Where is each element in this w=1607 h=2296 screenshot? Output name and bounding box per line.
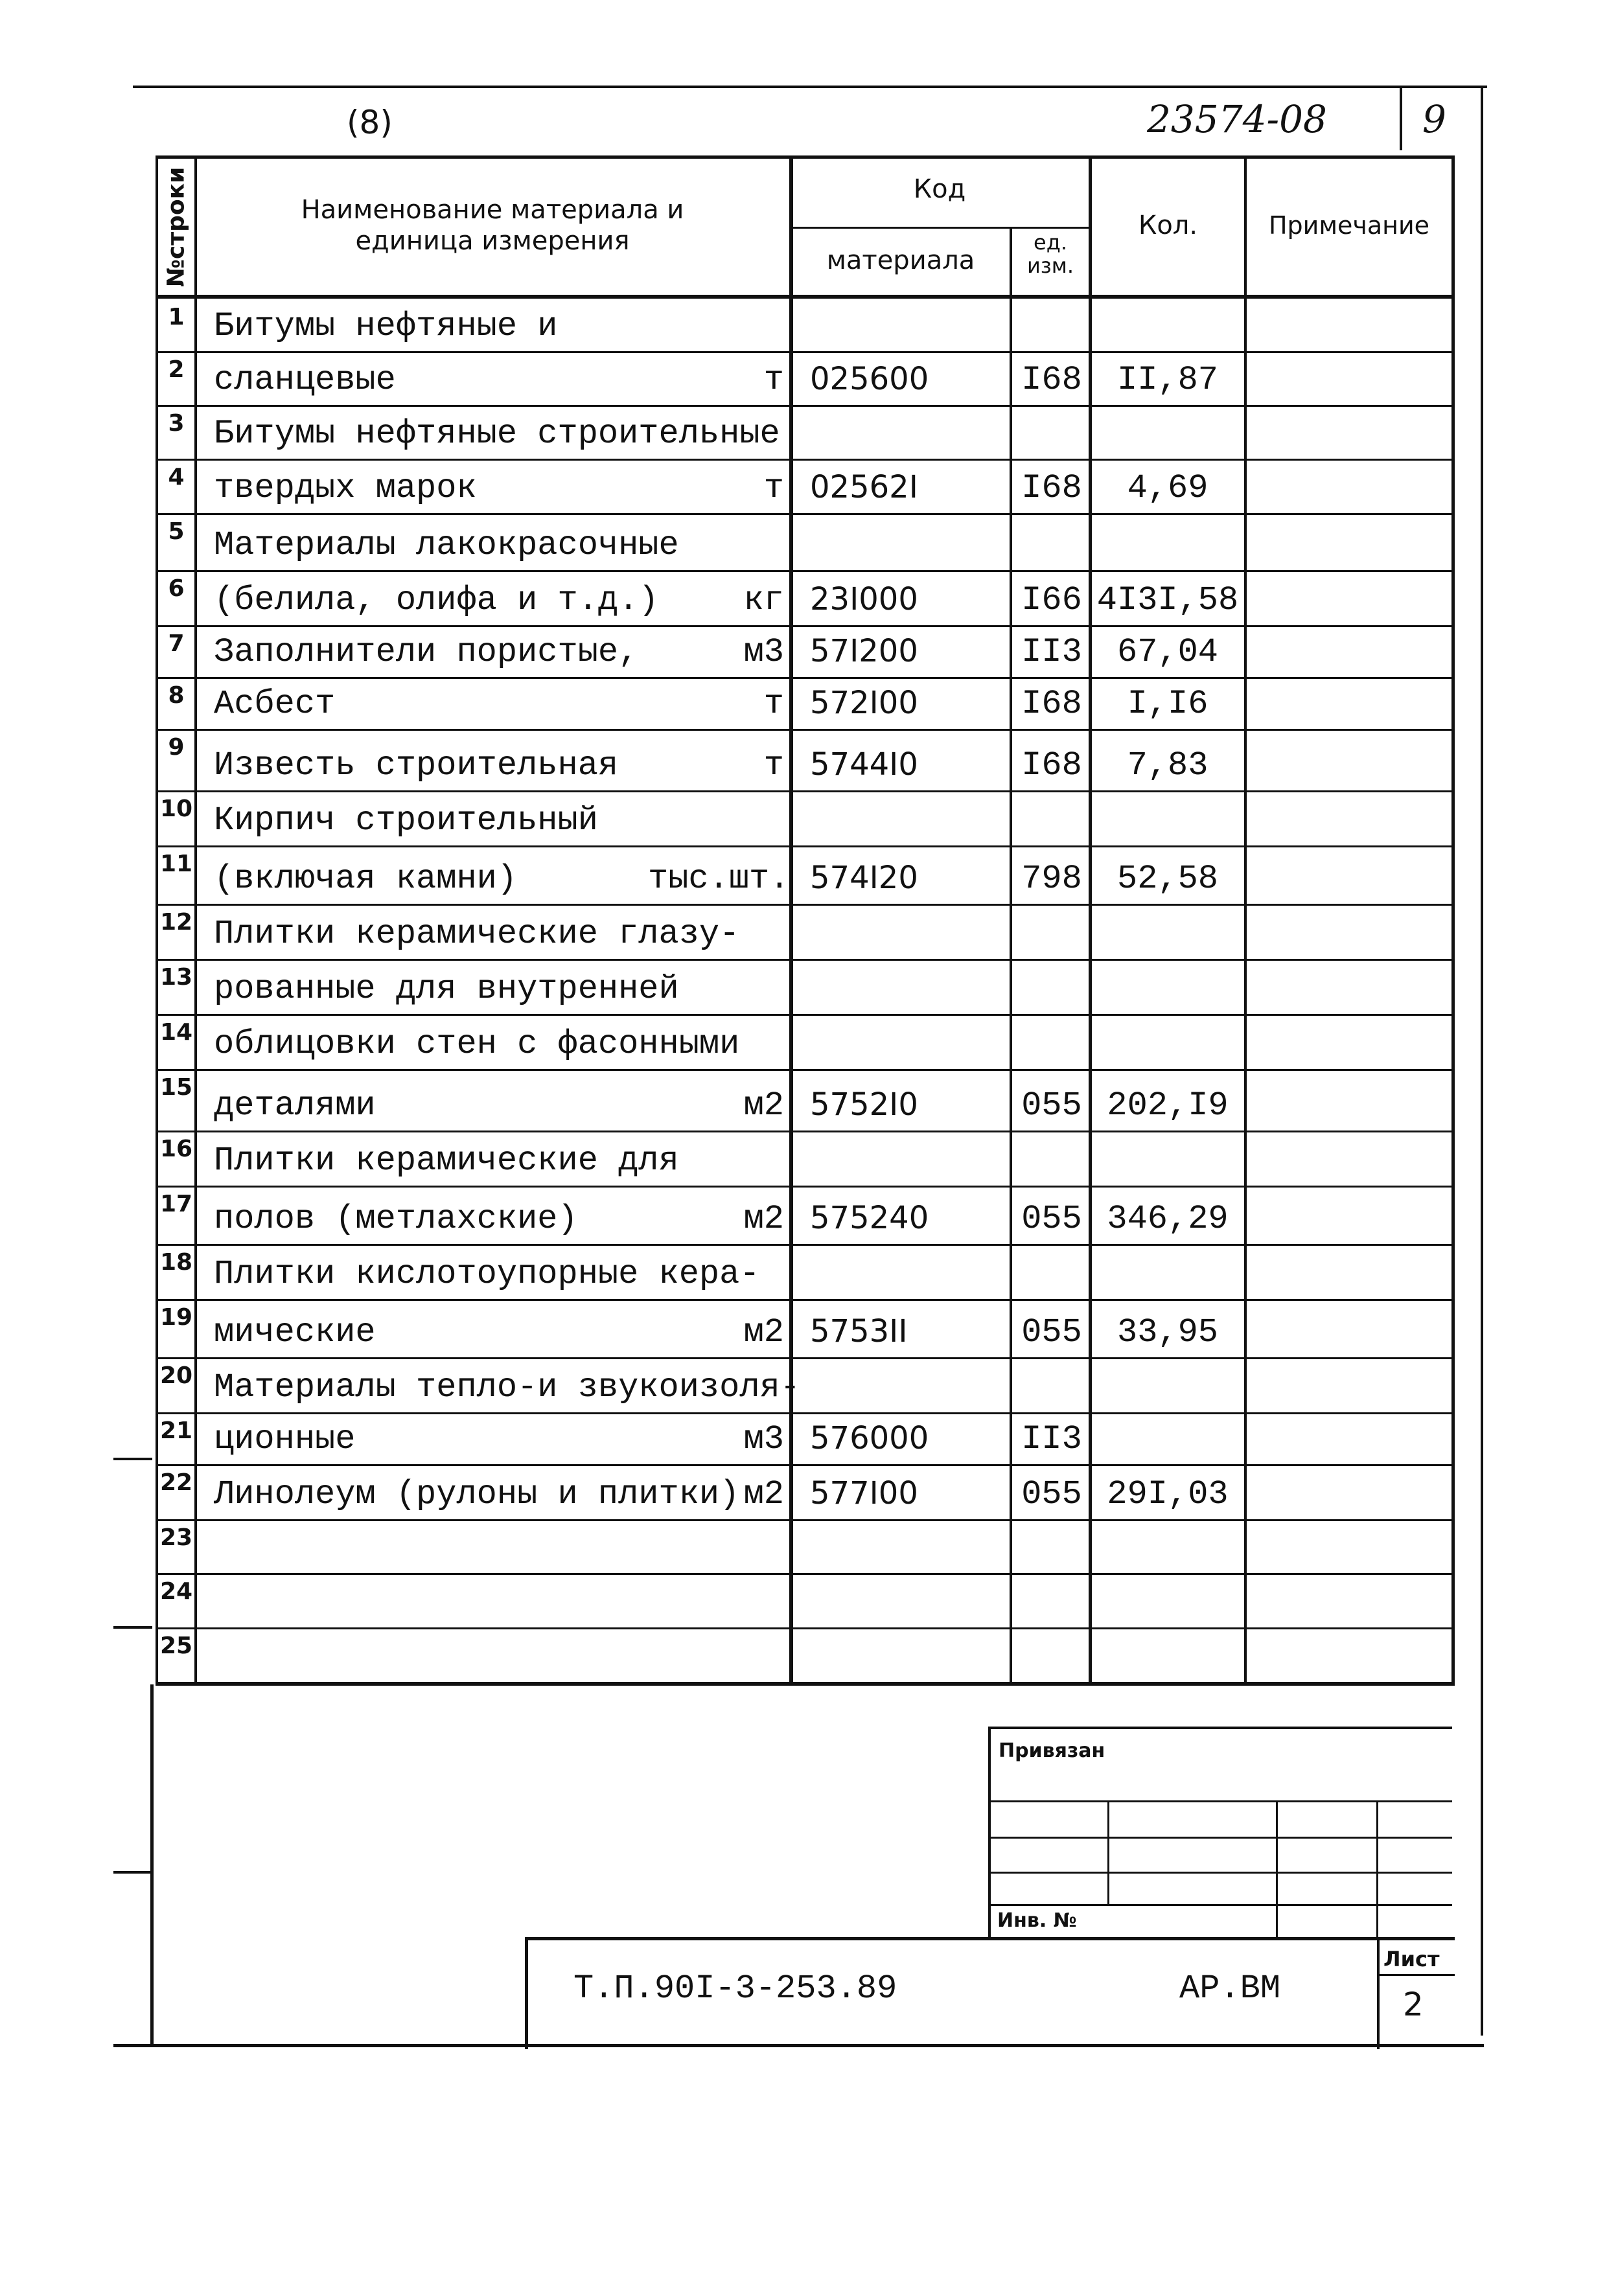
row-number: 19 <box>159 1304 193 1331</box>
unit-code: 055 <box>1021 1200 1082 1238</box>
quantity: 7,83 <box>1127 746 1208 785</box>
unit-code: 798 <box>1021 860 1082 898</box>
material-name: полов (метлахские) <box>214 1200 578 1238</box>
material-name: Плитки кислотоупорные кера- <box>214 1255 760 1293</box>
row-separator <box>156 1573 1455 1575</box>
quantity: 202,I9 <box>1107 1086 1229 1125</box>
material-code: 577I00 <box>810 1475 918 1511</box>
right-table-border <box>1451 155 1455 1684</box>
material-name: Линолеум (рулоны и плитки) <box>214 1475 740 1513</box>
unit-code: 055 <box>1021 1313 1082 1351</box>
material-name: (включая камни) <box>214 860 518 898</box>
row-number: 15 <box>159 1074 193 1101</box>
material-code: 02562I <box>810 469 918 505</box>
unit-of-measure: м2 <box>743 1475 784 1513</box>
material-code: 025600 <box>810 361 929 397</box>
unit-code: II3 <box>1021 633 1082 671</box>
note-header: Примечание <box>1268 211 1430 240</box>
document-number: 23574-08 <box>1147 97 1327 141</box>
quantity: 4I3I,58 <box>1096 581 1239 619</box>
quantity: 29I,03 <box>1107 1475 1229 1513</box>
row-number: 25 <box>159 1633 193 1659</box>
row-number: 3 <box>168 410 185 437</box>
quantity: I,I6 <box>1127 685 1208 723</box>
row-number: 8 <box>168 682 185 709</box>
row-number: 13 <box>159 964 193 991</box>
material-code: 5753II <box>810 1313 908 1349</box>
row-number: 18 <box>159 1249 193 1276</box>
row-number: 7 <box>168 630 185 657</box>
row-separator <box>156 1186 1455 1188</box>
unit-code: I68 <box>1021 361 1082 399</box>
unit-code: I68 <box>1021 469 1082 507</box>
row-number: 9 <box>168 734 185 761</box>
material-code: 576000 <box>810 1420 929 1456</box>
unit-of-measure: т <box>763 469 784 507</box>
row-number: 22 <box>159 1469 193 1496</box>
row-number: 2 <box>168 356 185 383</box>
sheet-corner-number: 9 <box>1422 97 1446 141</box>
quantity: II,87 <box>1116 361 1219 399</box>
material-code: 57I200 <box>810 633 918 669</box>
section-code: АР.ВМ <box>1179 1969 1281 2008</box>
header-top-line <box>156 155 1455 159</box>
row-number: 14 <box>159 1019 193 1046</box>
code-header: Код <box>913 174 966 204</box>
row-number: 24 <box>159 1578 193 1605</box>
title-block <box>525 1937 1455 2049</box>
row-separator <box>156 729 1455 731</box>
row-separator <box>156 570 1455 572</box>
material-name: Асбест <box>214 685 336 723</box>
qty-divider <box>1244 155 1247 1684</box>
unit-of-measure: т <box>763 361 784 399</box>
row-number: 10 <box>159 796 193 822</box>
unit-code: 055 <box>1021 1475 1082 1513</box>
unit-of-measure: тыс.шт. <box>648 860 790 898</box>
row-separator <box>156 904 1455 906</box>
attached-label: Привязан <box>999 1739 1105 1762</box>
unit-code: I66 <box>1021 581 1082 619</box>
name-divider <box>789 155 793 1684</box>
row-separator <box>156 677 1455 679</box>
row-number: 20 <box>159 1362 193 1389</box>
row-number: 16 <box>159 1136 193 1162</box>
name-header: Наименование материала и единица измерения <box>301 195 684 256</box>
row-separator <box>156 1299 1455 1301</box>
margin-tick-1 <box>113 1458 152 1460</box>
attached-stamp <box>988 1727 1452 1940</box>
margin-tick-2 <box>113 1626 152 1629</box>
rownum-divider <box>194 155 197 1684</box>
row-separator <box>156 625 1455 627</box>
row-separator <box>156 405 1455 407</box>
row-separator <box>156 459 1455 461</box>
material-name: сланцевые <box>214 361 396 399</box>
unit-code: II3 <box>1021 1420 1082 1458</box>
quantity: 52,58 <box>1116 860 1219 898</box>
row-number: 4 <box>168 464 185 490</box>
code-unit-header: ед. изм. <box>1026 230 1074 278</box>
material-name: рованные для внутренней <box>214 970 679 1008</box>
row-separator <box>156 1014 1455 1016</box>
row-separator <box>156 1131 1455 1132</box>
row-separator <box>156 351 1455 353</box>
material-name: Известь строительная <box>214 746 619 785</box>
document-designation: Т.П.90I-3-253.89 <box>573 1969 897 2008</box>
qty-header: Кол. <box>1138 211 1198 240</box>
material-code: 574I20 <box>810 860 918 896</box>
material-name: Плитки керамические для <box>214 1142 679 1180</box>
quantity: 346,29 <box>1107 1200 1229 1238</box>
code-subheader-line <box>791 227 1089 229</box>
row-separator <box>156 959 1455 961</box>
material-name: Заполнители пористые, <box>214 633 639 671</box>
unit-code: I68 <box>1021 746 1082 785</box>
code-material-header: материала <box>826 246 975 275</box>
header-bottom-line <box>156 295 1455 299</box>
material-code: 5744I0 <box>810 746 918 783</box>
unit-of-measure: м2 <box>743 1200 784 1238</box>
row-separator <box>156 1244 1455 1246</box>
row-number: 23 <box>159 1524 193 1551</box>
row-separator <box>156 790 1455 792</box>
material-name: твердых марок <box>214 469 477 507</box>
material-name: деталями <box>214 1086 376 1125</box>
unit-of-measure: м2 <box>743 1086 784 1125</box>
margin-tick-3 <box>113 1871 152 1874</box>
unit-of-measure: м3 <box>743 633 784 671</box>
material-name: Кирпич строительный <box>214 801 598 840</box>
row-separator <box>156 1069 1455 1071</box>
material-name: Материалы лакокрасочные <box>214 526 679 564</box>
inventory-number-label: Инв. № <box>997 1909 1077 1932</box>
unit-code: 055 <box>1021 1086 1082 1125</box>
material-name: Битумы нефтяные и <box>214 307 558 345</box>
quantity: 4,69 <box>1127 469 1208 507</box>
unit-of-measure: кг <box>743 581 784 619</box>
material-name: мические <box>214 1313 376 1351</box>
row-separator <box>156 1519 1455 1521</box>
material-code: 575240 <box>810 1200 929 1236</box>
row-number: 5 <box>168 518 185 545</box>
row-number: 6 <box>168 575 185 602</box>
row-separator <box>156 1412 1455 1414</box>
sheet-label: Лист <box>1383 1947 1440 1971</box>
material-code: 23I000 <box>810 581 918 617</box>
page-number-label: (8) <box>347 104 393 141</box>
material-code: 572I00 <box>810 685 918 721</box>
material-name: Плитки керамические глазу- <box>214 915 740 953</box>
row-number: 12 <box>159 909 193 936</box>
material-name: ционные <box>214 1420 356 1458</box>
material-name: (белила, олифа и т.д.) <box>214 581 659 619</box>
material-name: Битумы нефтяные строительные <box>214 415 780 453</box>
material-name: облицовки стен с фасонными <box>214 1025 740 1063</box>
row-separator <box>156 513 1455 515</box>
row-number: 1 <box>168 304 185 330</box>
unit-of-measure: м2 <box>743 1313 784 1351</box>
quantity: 33,95 <box>1116 1313 1219 1351</box>
row-separator <box>156 845 1455 847</box>
row-number-header: №строки <box>163 166 190 288</box>
unit-of-measure: т <box>763 746 784 785</box>
row-number: 11 <box>159 851 193 877</box>
material-code: 5752I0 <box>810 1086 918 1123</box>
material-name: Материалы тепло-и звукоизоля- <box>214 1368 800 1406</box>
row-number: 17 <box>159 1191 193 1217</box>
unit-code: I68 <box>1021 685 1082 723</box>
row-separator <box>156 1627 1455 1629</box>
quantity: 67,04 <box>1116 633 1219 671</box>
left-frame-line <box>150 1684 154 2047</box>
row-number: 21 <box>159 1418 193 1444</box>
sheet-number: 2 <box>1403 1986 1424 2023</box>
code-divider <box>1089 155 1092 1684</box>
row-separator <box>156 1464 1455 1466</box>
unit-of-measure: т <box>763 685 784 723</box>
row-separator <box>156 1357 1455 1359</box>
unit-of-measure: м3 <box>743 1420 784 1458</box>
table-bottom-line <box>156 1682 1455 1686</box>
